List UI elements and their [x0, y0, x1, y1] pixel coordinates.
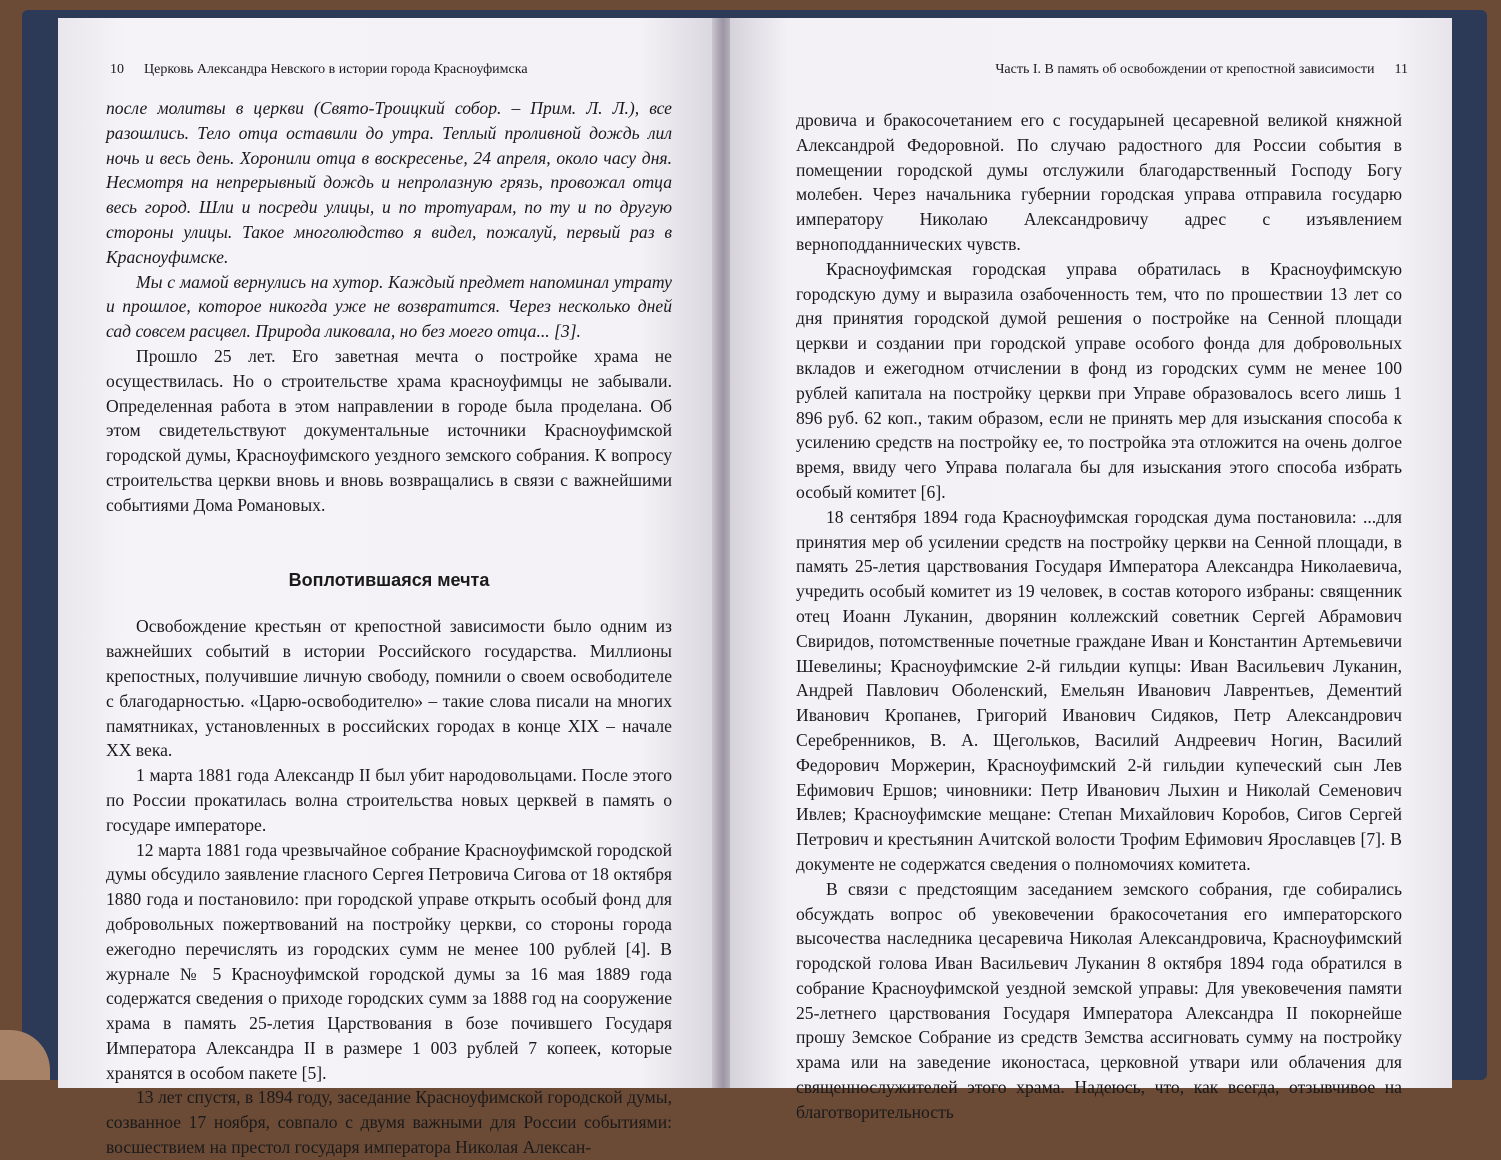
paragraph: Прошло 25 лет. Его заветная мечта о постройке храма не осуществилась. Но о строительстве храма красноуфимцы не забывали. Определенная работа в этом направлении в городе была проделана. Об этом свидетельствуют документальные источники Красноуфимской городской думы, Красноуфимского уездного земского собрания. К вопросу строительства церкви вновь и вновь возвращались в связи с важнейшими событиями Дома Романовых. [106, 345, 672, 515]
section-heading: Воплотившаяся мечта [288, 569, 490, 590]
paragraph: В связи с предстоящим заседанием земского собрания, где собирались обсуждать вопрос об увековечении бракосочетания его императорского высочества наследника цесаревича Николая Александровича, Красноуфимский городской голова Иван Васильевич Луканин 8 октября 1894 года обратился в собрание Красноуфимской уездной земской управы: Для увековечения памяти 25-летнего царствования Государя Императора Александра II покорнейше прошу Земское Собрание из средств Земства ассигновать сумму на постройку храма или на заведение иконостаса, церковной утвари или облачения для священнослужителей этого храма. Надеюсь, что, как всегда, отзывчивое на благотворительность [796, 878, 1402, 1122]
left-running-head [110, 62, 528, 78]
paragraph: 13 лет спустя, в 1894 году, заседание Красноуфимской городской думы, созванное 17 ноября, совпало с двумя важными для России событиями: восшествием на престол государя императора Николая Алексан- [106, 1087, 672, 1158]
left-page-number: 10 [110, 62, 124, 77]
left-running-title: Церковь Александра Невского в истории города Красноуфимска [144, 62, 528, 77]
right-page [730, 18, 1452, 1122]
paragraph: Красноуфимская городская управа обратилась в Красноуфимскую городскую думу и выразила озабоченность тем, что по прошествии 13 лет со дня принятия городской думой решения о постройке на Сенной площади церкви и создании при городской управе особого фонда для добровольных вкладов и ежегодном отчислении в фонд из городских сумм не менее 100 рублей капитала на постройку церкви при Управе образовалось всего лишь 1 896 руб. 62 коп., таким образом, если не принять мер для изыскания способа к усилению средств на постройку ее, то постройка эта отложится на очень долгое время, ввиду чего Управа полагала бы для изыскания этого способа избрать особый комитет [6]. [796, 258, 1402, 502]
paragraph: 1 марта 1881 года Александр II был убит народовольцами. После этого по России прокатилась волна строительства новых церквей в память о государе императоре. [106, 765, 672, 835]
paragraph: Освобождение крестьян от крепостной зависимости было одним из важнейших событий в истории Российского государства. Миллионы крепостных, получившие личную свободу, помнили о своем освободителе с благодарностью. «Царю-освободителю» – такие слова писали на многих памятниках, установленных в российских городах в конце XIX – начале XX века. [106, 616, 672, 761]
right-body-text [796, 108, 1402, 1125]
paragraph: 18 сентября 1894 года Красноуфимская городская дума постановила: ...для принятия мер об усилении средств на постройку церкви на Сенной площади, в память 25-летия царствования Государя Императора Александра Николаевича, учредить особый комитет из 19 человек, в состав которого избраны: священник отец Иоанн Луканин, дворянин коллежский советник Сергей Абрамович Свиридов, потомственные почетные граждане Иван и Константин Артемьевичи Шевелины; Красноуфимские 2-й гильдии купцы: Иван Васильевич Луканин, Андрей Павлович Оболенский, Емельян Иванович Лаврентьев, Дементий Иванович Кропанев, Григорий Иванович Сидяков, Петр Александрович Серебренников, В. А. Щегольков, Василий Андреевич Ногин, Василий Федорович Моржерин, Красноуфимский 2-й гильдии купеческий сын Лев Ефимович Ершов; чиновники: Петр Иванович Лыхин и Николай Семенович Ивлев; Красноуфимские мещане: Степан Михайлович Коробов, Сигов Сергей Петрович и крестьянин Ачитской волости Трофим Ефимович Ярославцев [7]. В документе не содержатся сведения о полномочиях комитета. [796, 506, 1402, 874]
left-body-text [106, 96, 672, 1160]
paragraph: Мы с мамой вернулись на хутор. Каждый предмет напоминал утрату и прошлое, которое никогда уже не возвратится. Через несколько дней сад совсем расцвел. Природа ликовала, но без моего отца... [3]. [106, 271, 672, 342]
right-page-number: 11 [1394, 62, 1408, 77]
paragraph: дровича и бракосочетанием его с государыней цесаревной великой княжной Александрой Федоровной. По случаю радостного для России события в помещении городской думы отслужили благодарственный Господу Богу молебен. Через начальника губернии городская управа отправила государю императору Николаю Александровичу адрес с изъявлением верноподданнических чувств. [796, 110, 1402, 254]
left-page [58, 18, 718, 1158]
paragraph: 12 марта 1881 года чрезвычайное собрание Красноуфимской городской думы обсудило заявление гласного Сергея Петровича Сигова от 18 октября 1880 года и постановило: при городской управе открыть особый фонд для добровольных пожертвований на постройку церкви, со стороны города ежегодно перечислять из городских сумм не менее 100 рублей [4]. В журнале № 5 Красноуфимской городской думы за 16 мая 1889 года содержатся сведения о приходе городских сумм за 1888 год на сооружение храма в память 25-летия Царствования в бозе почившего Государя Императора Александра II в размере 1 003 рублей 7 копеек, которые хранятся в особом пакете [5]. [106, 839, 672, 1083]
right-running-head [995, 62, 1408, 78]
paragraph: после молитвы в церкви (Свято-Троицкий собор. – Прим. Л. Л.), все разошлись. Тело отца оставили до утра. Теплый проливной дождь лил ночь и весь день. Хоронили отца в воскресенье, 24 апреля, около часу дня. Несмотря на непрерывный дождь и непролазную грязь, провожал отца весь город. Шли и посреди улицы, и по тротуарам, по ту и по другую стороны улицы. Такое многолюдство я видел, пожалуй, первый раз в Красноуфимске. [106, 98, 672, 267]
right-running-title: Часть I. В память об освобождении от крепостной зависимости [995, 62, 1375, 77]
